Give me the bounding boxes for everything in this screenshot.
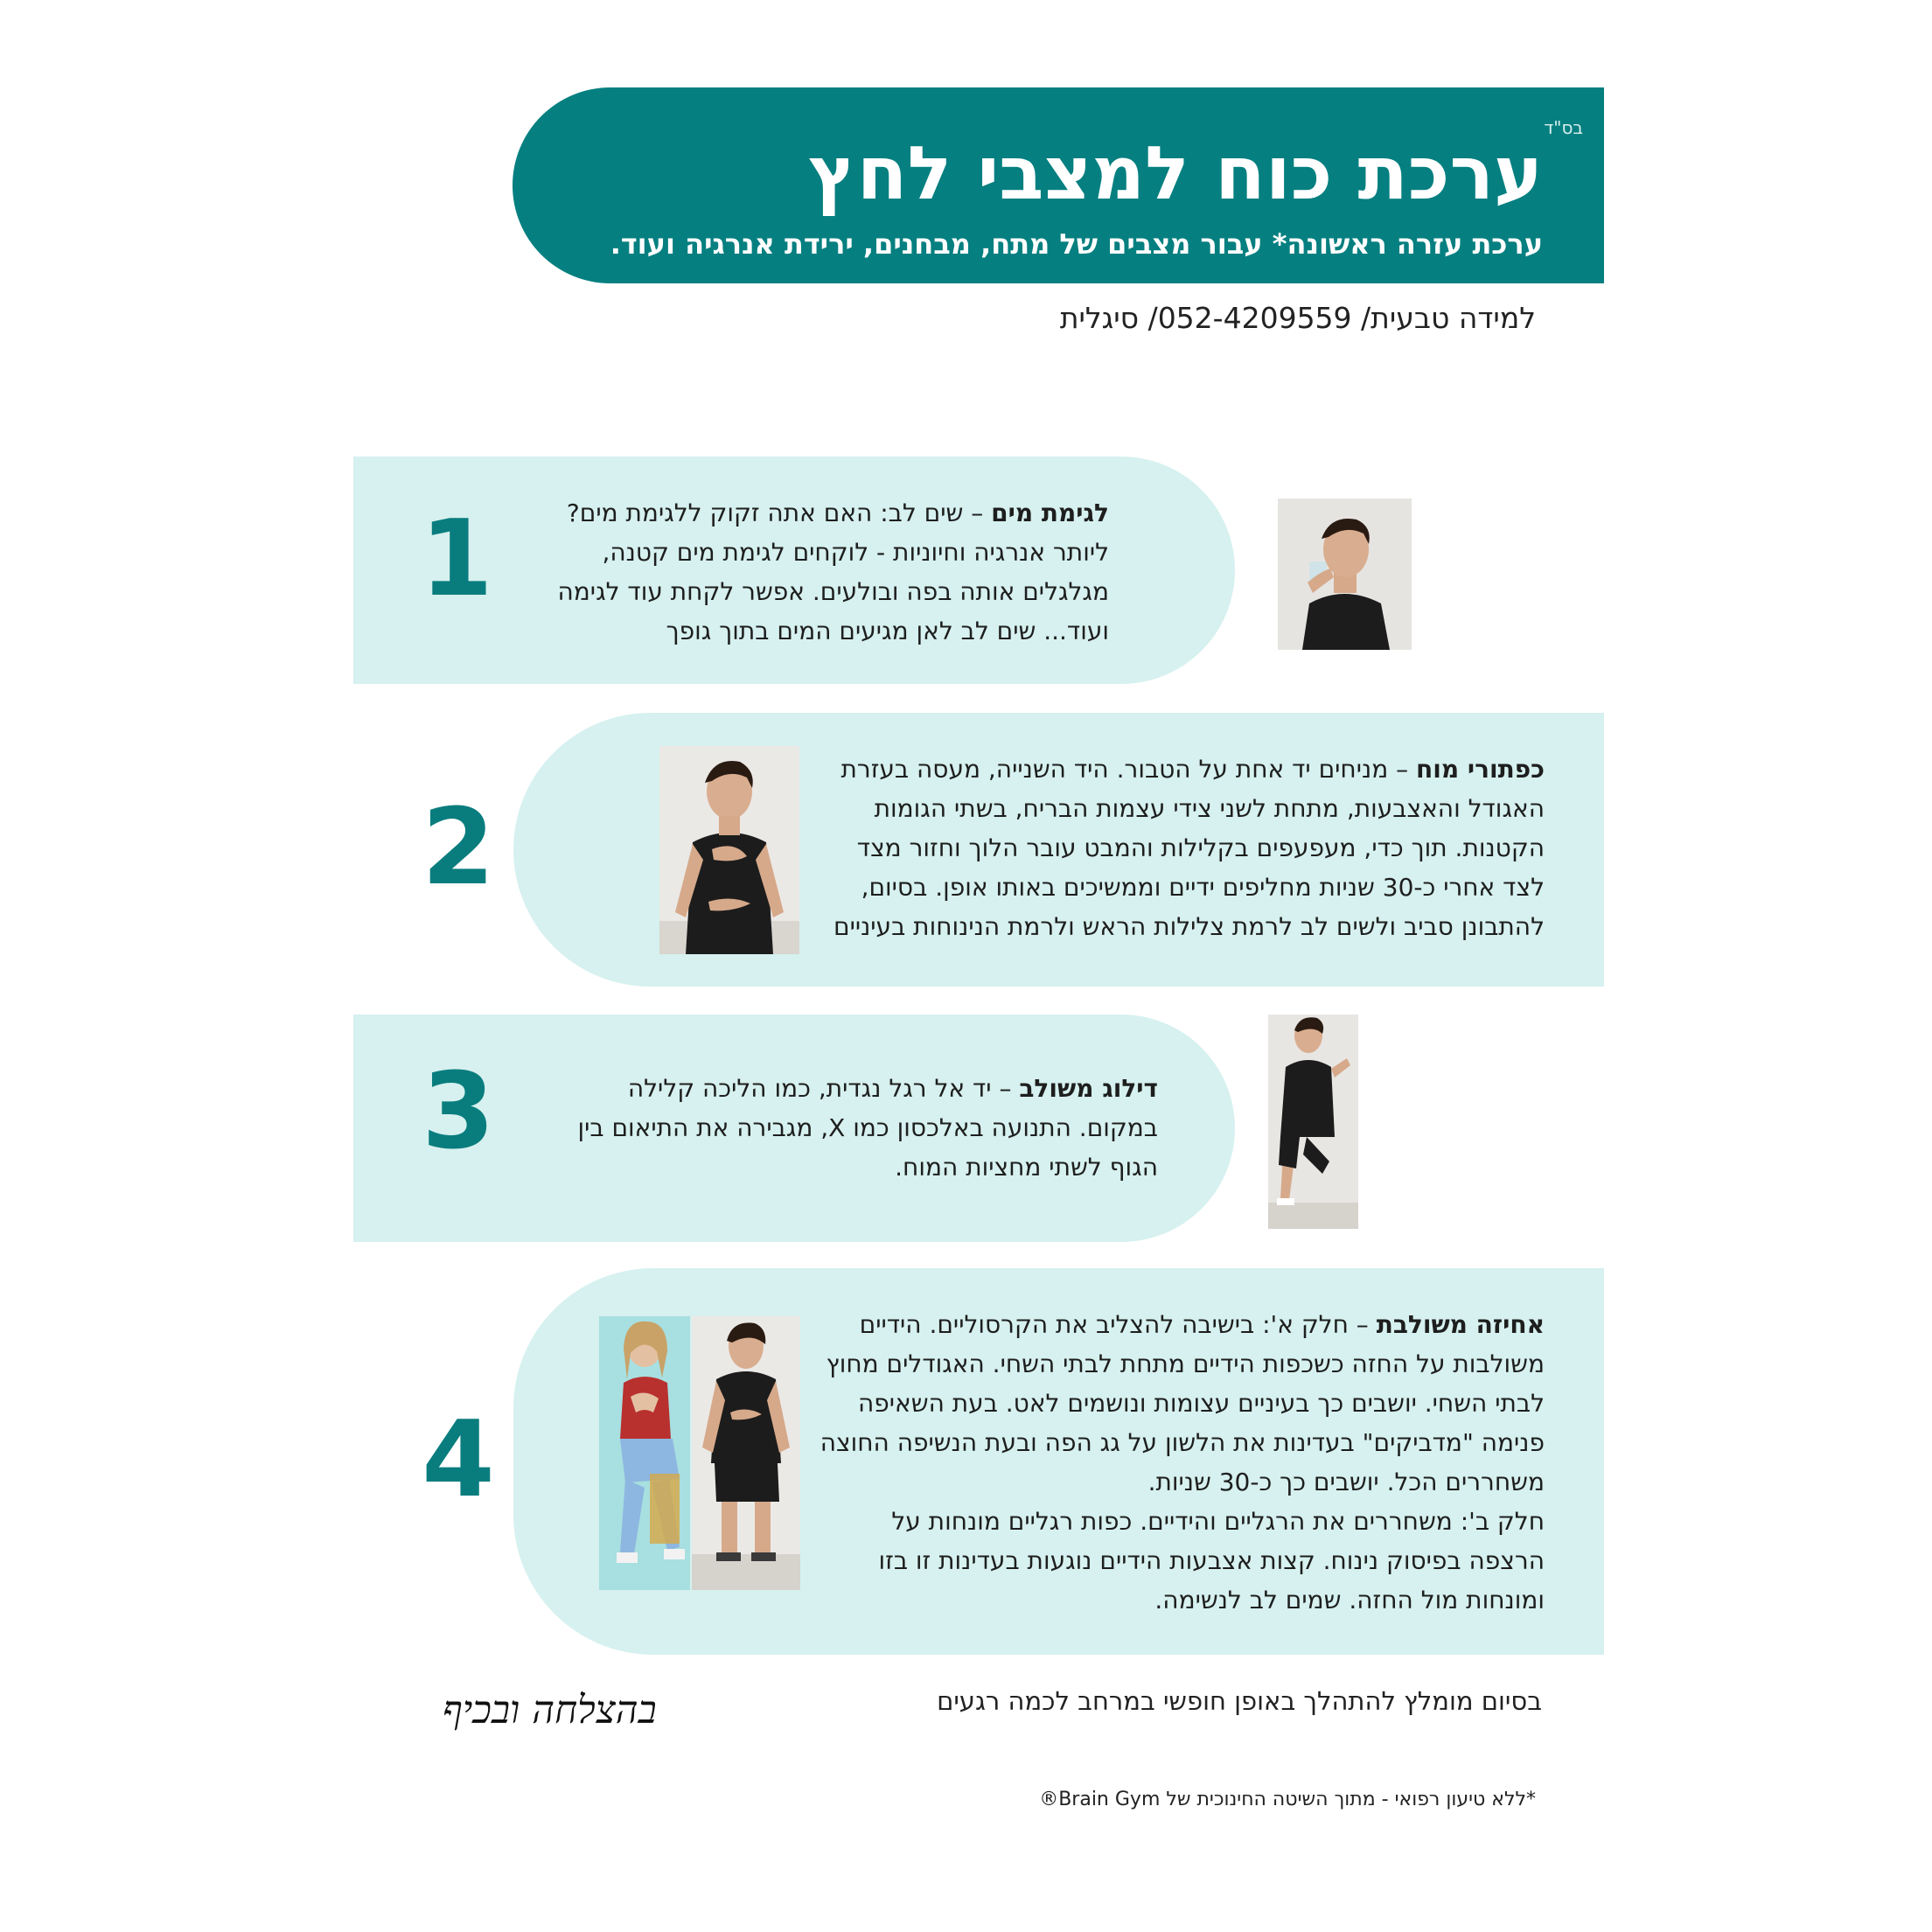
bsd-mark: בס"ד <box>1544 117 1583 138</box>
final-note: בסיום מומלץ להתהלך באופן חופשי במרחב לכמה רגעים <box>937 1686 1542 1716</box>
step-1-body: – שים לב: האם אתה זקוק ללגימת מים? ליותר אנרגיה וחיוניות - לוקחים לגימת מים קטנה, מגלגלים אותה בפה ובולעים. אפשר לקחת עוד לגימה ועוד... שים לב לאן מגיעים המים בתוך גופך <box>557 499 1109 645</box>
step-3-body: – יד אל רגל נגדית, כמו הליכה קלילה במקום. התנועה באלכסון כמו X, מגבירה את התיאום בין הגוף לשתי מחציות המוח. <box>577 1074 1158 1182</box>
step-1-title: לגימת מים <box>991 499 1109 527</box>
page-title: ערכת כוח למצבי לחץ <box>808 130 1543 216</box>
step-2-body: – מניחים יד אחת על הטבור. היד השנייה, מעסה בעזרת האגודל והאצבעות, מתחת לשני צידי עצמות הבריח, בשתי הגומות הקטנות. תוך כדי, מעפעפים בקלילות והמבט עובר הלוך וחזור מצד לצד אחרי כ-30 שניות מחליפים ידיים וממשיכים באותו אופן. בסיום, להתבונן סביב ולשים לב לרמת צלילות הראש ולרמת הנינוחות בעיניים <box>833 755 1545 941</box>
step-2-photo <box>659 746 799 954</box>
step-4-text <box>813 1305 1545 1620</box>
signature: בהצלחה ובכיף <box>443 1688 657 1733</box>
step-3-text <box>560 1069 1158 1187</box>
page-subtitle: ערכת עזרה ראשונה* עבור מצבים של מתח, מבחנים, ירידת אנרגיה ועוד. <box>610 227 1543 261</box>
step-2-number: 2 <box>422 787 495 909</box>
contact-line: למידה טבעית/ 052-4209559/ סיגלית <box>1059 301 1536 335</box>
step-4-number: 4 <box>422 1399 495 1521</box>
step-3-photo <box>1268 1015 1358 1229</box>
step-4-photo-girl <box>599 1316 690 1590</box>
step-3-title: דילוג משולב <box>1019 1074 1158 1103</box>
step-1-text <box>514 493 1109 651</box>
step-4-body: – חלק א': בישיבה להצליב את הקרסוליים. הידיים משולבות על החזה כשכפות הידיים מתחת לבתי השחי. האגודלים מחוץ לבתי השחי. יושבים כך בעיניים עצומות ונושמים לאט. בעת השאיפה פנימה "מדביקים" בעדינות את הלשון על גג הפה ובעת הנשיפה החוצה משחררים הכל. יושבים כך כ-30 שניות. <box>820 1310 1545 1496</box>
step-4-photo-boy <box>692 1316 800 1590</box>
step-3-number: 3 <box>422 1051 495 1173</box>
step-1-number: 1 <box>420 499 493 620</box>
header-banner <box>513 87 1604 283</box>
step-4-title: אחיזה משולבת <box>1376 1310 1545 1339</box>
step-2-title: כפתורי מוח <box>1416 755 1545 784</box>
disclaimer: *ללא טיעון רפואי - מתוך השיטה החינוכית של Brain Gym® <box>1039 1789 1536 1810</box>
step-4-body-part-b: חלק ב': משחררים את הרגליים והידיים. כפות רגליים מונחות על הרצפה בפיסוק נינוח. קצות אצבעות הידיים נוגעות בעדינות זו בזו ומונחות מול החזה. שמים לב לנשימה. <box>878 1507 1545 1615</box>
step-2-text <box>813 750 1545 946</box>
step-1-photo <box>1278 499 1412 650</box>
